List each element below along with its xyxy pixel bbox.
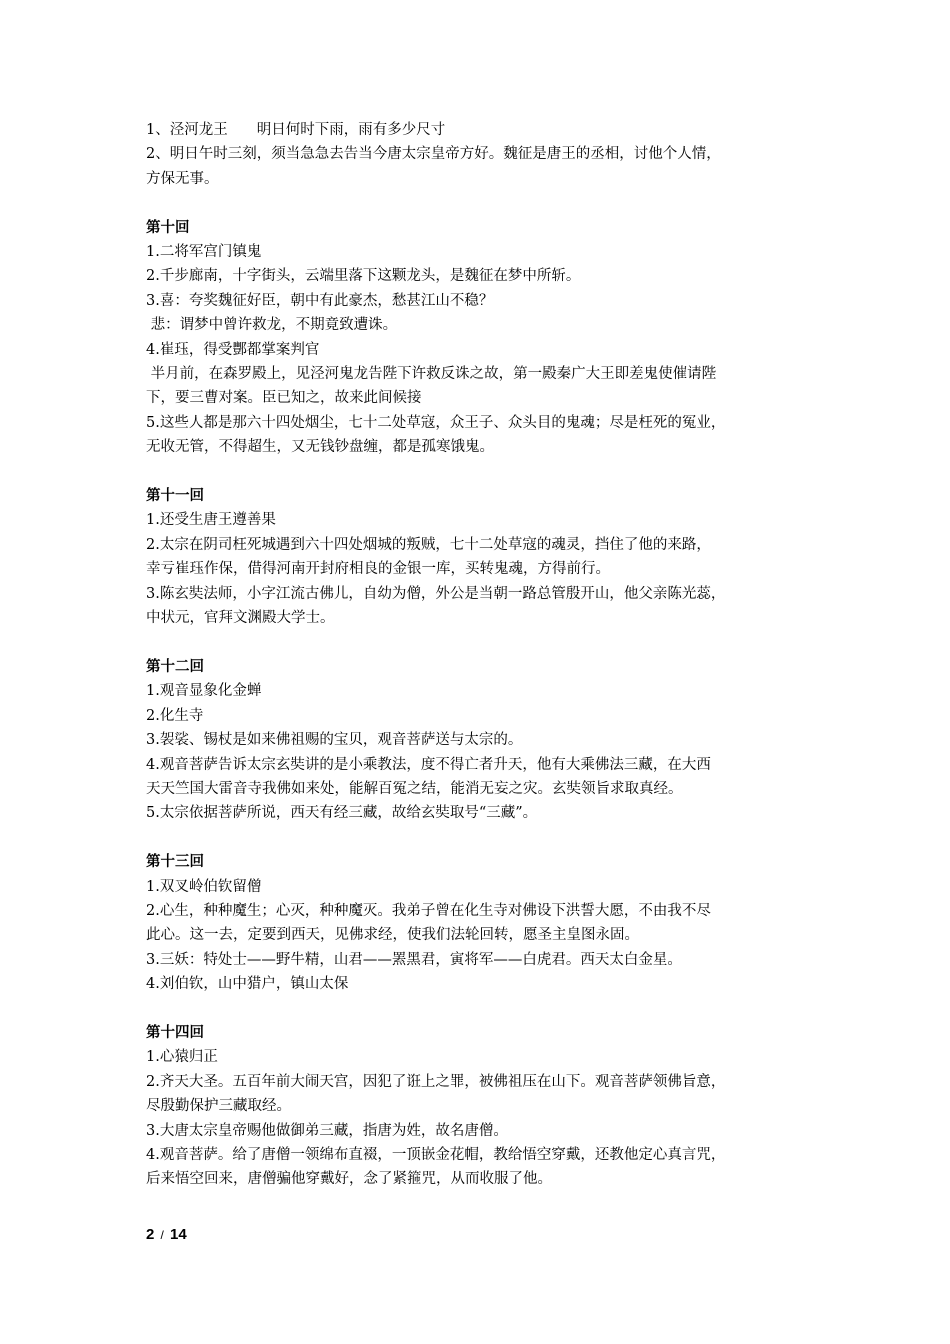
- section-line: 1.心猿归正: [146, 1049, 218, 1066]
- section-line: 下，要三曹对案。臣已知之，故来此间候接: [146, 390, 422, 407]
- total-pages: 14: [170, 1226, 187, 1243]
- intro-line: 方保无事。: [146, 170, 219, 187]
- page-separator: /: [160, 1228, 164, 1242]
- section-line: 此心。这一去，定要到西天，见佛求经，使我们法轮回转，愿圣主皇图永固。: [146, 927, 639, 944]
- section-line: 2.化生寺: [146, 707, 204, 724]
- section-line: 半月前，在森罗殿上，见泾河鬼龙告陛下许救反诛之故，第一殿秦广大王即差鬼使催请陛: [146, 366, 717, 383]
- section-line: 2.齐天大圣。五百年前大闹天宫，因犯了诳上之罪，被佛祖压在山下。观音菩萨领佛旨意，: [146, 1073, 726, 1090]
- section-heading: 第十一回: [146, 487, 204, 505]
- section-line: 天天竺国大雷音寺我佛如来处，能解百冤之结，能消无妄之灾。玄奘领旨求取真经。: [146, 780, 683, 797]
- section-line: 无收无管，不得超生，又无钱钞盘缠，都是孤寒饿鬼。: [146, 439, 494, 456]
- section-line: 1.二将军宫门镇鬼: [146, 244, 262, 261]
- page-number: [146, 1226, 187, 1243]
- section-line: 2.千步廊南，十字街头，云端里落下这颗龙头，是魏征在梦中所斩。: [146, 268, 581, 285]
- section-line: 幸亏崔珏作保，借得河南开封府相良的金银一库，买转鬼魂，方得前行。: [146, 561, 610, 578]
- intro-line: 1、泾河龙王 明日何时下雨，雨有多少尺寸: [146, 122, 446, 138]
- section-line: 5.这些人都是那六十四处烟尘，七十二处草寇，众王子、众头目的鬼魂；尽是枉死的冤业，: [146, 414, 726, 431]
- document-body: [146, 118, 808, 1192]
- section-chapter-12: [146, 655, 808, 826]
- section-line: 3.袈裟、锡杖是如来佛祖赐的宝贝，观音菩萨送与太宗的。: [146, 732, 523, 749]
- current-page: 2: [146, 1226, 155, 1243]
- section-line: 2.太宗在阴司枉死城遇到六十四处烟城的叛贼，七十二处草寇的魂灵，挡住了他的来路，: [146, 536, 711, 553]
- section-line: 3.喜：夸奖魏征好臣，朝中有此豪杰，愁甚江山不稳？: [146, 292, 494, 309]
- section-line: 中状元，官拜文渊殿大学士。: [146, 610, 335, 627]
- section-heading: 第十三回: [146, 853, 204, 871]
- section-heading: 第十二回: [146, 657, 204, 675]
- section-heading: 第十四回: [146, 1023, 204, 1041]
- section-heading: 第十回: [146, 218, 190, 236]
- section-chapter-14: [146, 1021, 808, 1192]
- section-line: 4.刘伯钦，山中猎户，镇山太保: [146, 976, 349, 993]
- section-line: 1.双叉岭伯钦留僧: [146, 878, 262, 895]
- section-line: 4.观音菩萨告诉太宗玄奘讲的是小乘教法，度不得亡者升天，他有大乘佛法三藏，在大西: [146, 756, 711, 773]
- section-chapter-11: [146, 484, 808, 630]
- section-line: 4.观音菩萨。给了唐僧一领绵布直裰，一顶嵌金花帽，教给悟空穿戴，还教他定心真言咒，: [146, 1146, 726, 1163]
- section-line: 后来悟空回来，唐僧骗他穿戴好，念了紧箍咒，从而收服了他。: [146, 1171, 552, 1188]
- intro-block: [146, 118, 808, 191]
- section-line: 悲：谓梦中曾许救龙，不期竟致遭诛。: [146, 317, 398, 334]
- section-line: 2.心生，种种魔生；心灭，种种魔灭。我弟子曾在化生寺对佛设下洪誓大愿，不由我不尽: [146, 902, 711, 919]
- intro-line: 2、明日午时三刻，须当急急去告当今唐太宗皇帝方好。魏征是唐王的丞相，讨他个人情，: [146, 146, 721, 163]
- section-chapter-13: [146, 850, 808, 996]
- section-line: 3.陈玄奘法师，小字江流古佛儿，自幼为僧，外公是当朝一路总管殷开山，他父亲陈光蕊，: [146, 585, 726, 602]
- section-line: 3.大唐太宗皇帝赐他做御弟三藏，指唐为姓，故名唐僧。: [146, 1122, 508, 1139]
- section-chapter-10: [146, 216, 808, 460]
- section-line: 1.还受生唐王遵善果: [146, 512, 276, 529]
- section-line: 3.三妖：特处士——野牛精，山君——罴黑君，寅将军——白虎君。西天太白金星。: [146, 951, 682, 968]
- section-line: 5.太宗依据菩萨所说，西天有经三藏，故给玄奘取号“三藏”。: [146, 805, 538, 822]
- section-line: 尽殷勤保护三藏取经。: [146, 1098, 291, 1115]
- section-line: 1.观音显象化金蝉: [146, 683, 262, 700]
- section-line: 4.崔珏，得受酆都掌案判官: [146, 341, 320, 358]
